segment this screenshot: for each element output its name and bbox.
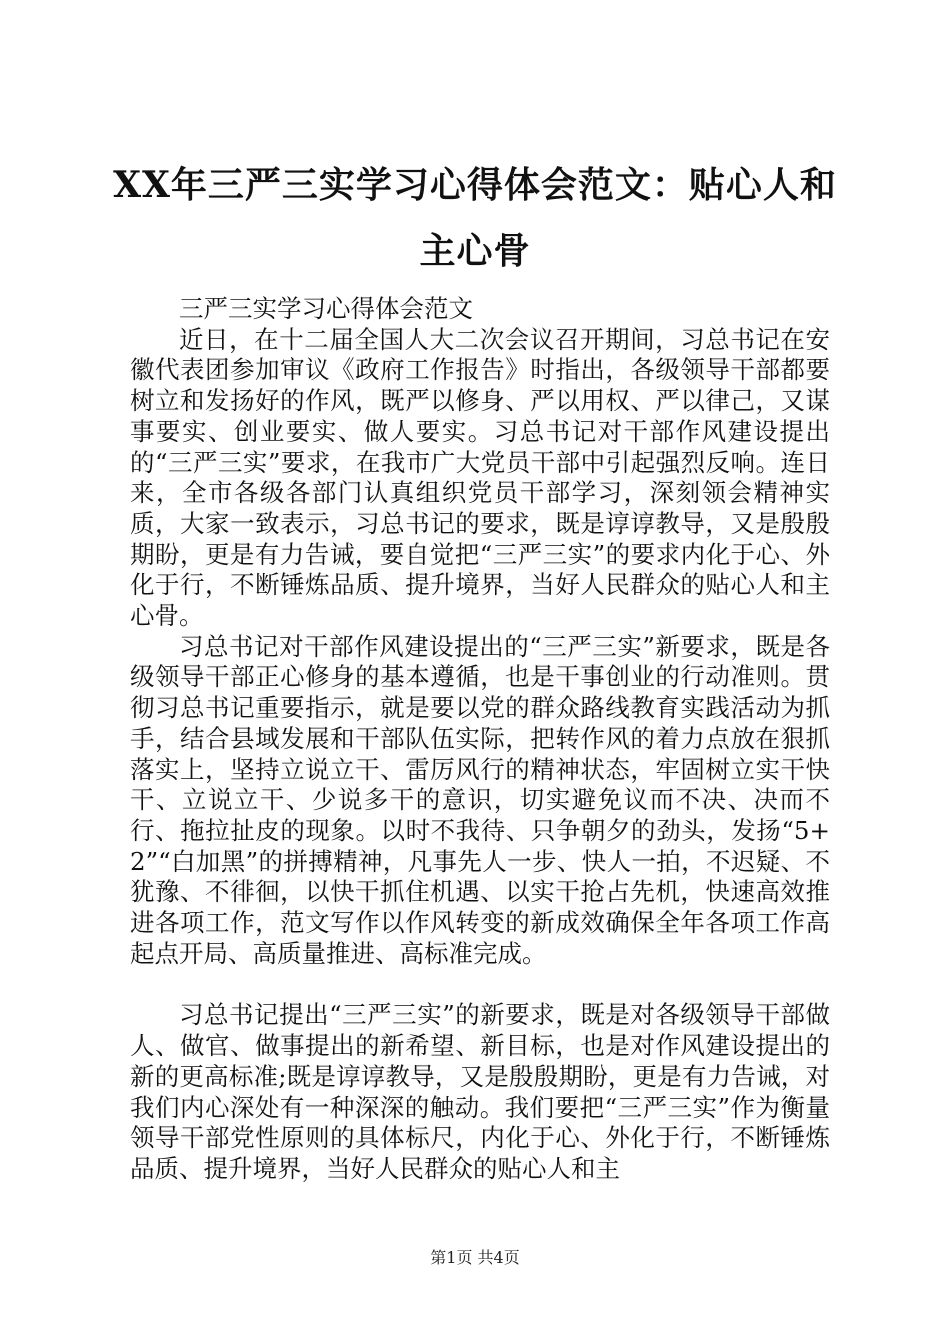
body-paragraph-1: 近日，在十二届全国人大二次会议召开期间，习总书记在安徽代表团参加审议《政府工作报告》时指出，各级领导干部都要树立和发扬好的作风，既严以修身、严以用权、严以律己，又谋事要实、创业要实、做人要实。习总书记对干部作风建设提出的“三严三实”要求，在我市广大党员干部中引起强烈反响。连日来，全市各级各部门认真组织党员干部学习，深刻领会精神实质，大家一致表示，习总书记的要求，既是谆谆教导，又是殷殷期盼，更是有力告诫，要自觉把“三严三实”的要求内化于心、外化于行，不断锤炼品质、提升境界，当好人民群众的贴心人和主心骨。 <box>130 324 830 631</box>
body-paragraph-2: 习总书记对干部作风建设提出的“三严三实”新要求，既是各级领导干部正心修身的基本遵循，也是干事创业的行动准则。贯彻习总书记重要指示，就是要以党的群众路线教育实践活动为抓手，结合县域发展和干部队伍实际，把转作风的着力点放在狠抓落实上，坚持立说立干、雷厉风行的精神状态，牢固树立实干快干、立说立干、少说多干的意识，切实避免议而不决、决而不行、拖拉扯皮的现象。以时不我待、只争朝夕的劲头，发扬“5+2”“白加黑”的拼搏精神，凡事先人一步、快人一拍，不迟疑、不犹豫、不徘徊，以快干抓住机遇、以实干抢占先机，快速高效推进各项工作，范文写作以作风转变的新成效确保全年各项工作高起点开局、高质量推进、高标准完成。 <box>130 631 830 968</box>
document-title: XX年三严三实学习心得体会范文：贴心人和主心骨 <box>113 164 837 272</box>
body-paragraph-3: 习总书记提出“三严三实”的新要求，既是对各级领导干部做人、做官、做事提出的新希望、新目标，也是对作风建设提出的新的更高标准;既是谆谆教导，又是殷殷期盼，更是有力告诫，对我们内心深处有一种深深的触动。我们要把“三严三实”作为衡量领导干部党性原则的具体标尺，内化于心、外化于行，不断锤炼品质、提升境界，当好人民群众的贴心人和主 <box>130 1000 830 1183</box>
document-body <box>130 294 830 1185</box>
page-number-footer: 第1页 共4页 <box>430 1248 520 1267</box>
subtitle-paragraph: 三严三实学习心得体会范文 <box>179 294 473 323</box>
